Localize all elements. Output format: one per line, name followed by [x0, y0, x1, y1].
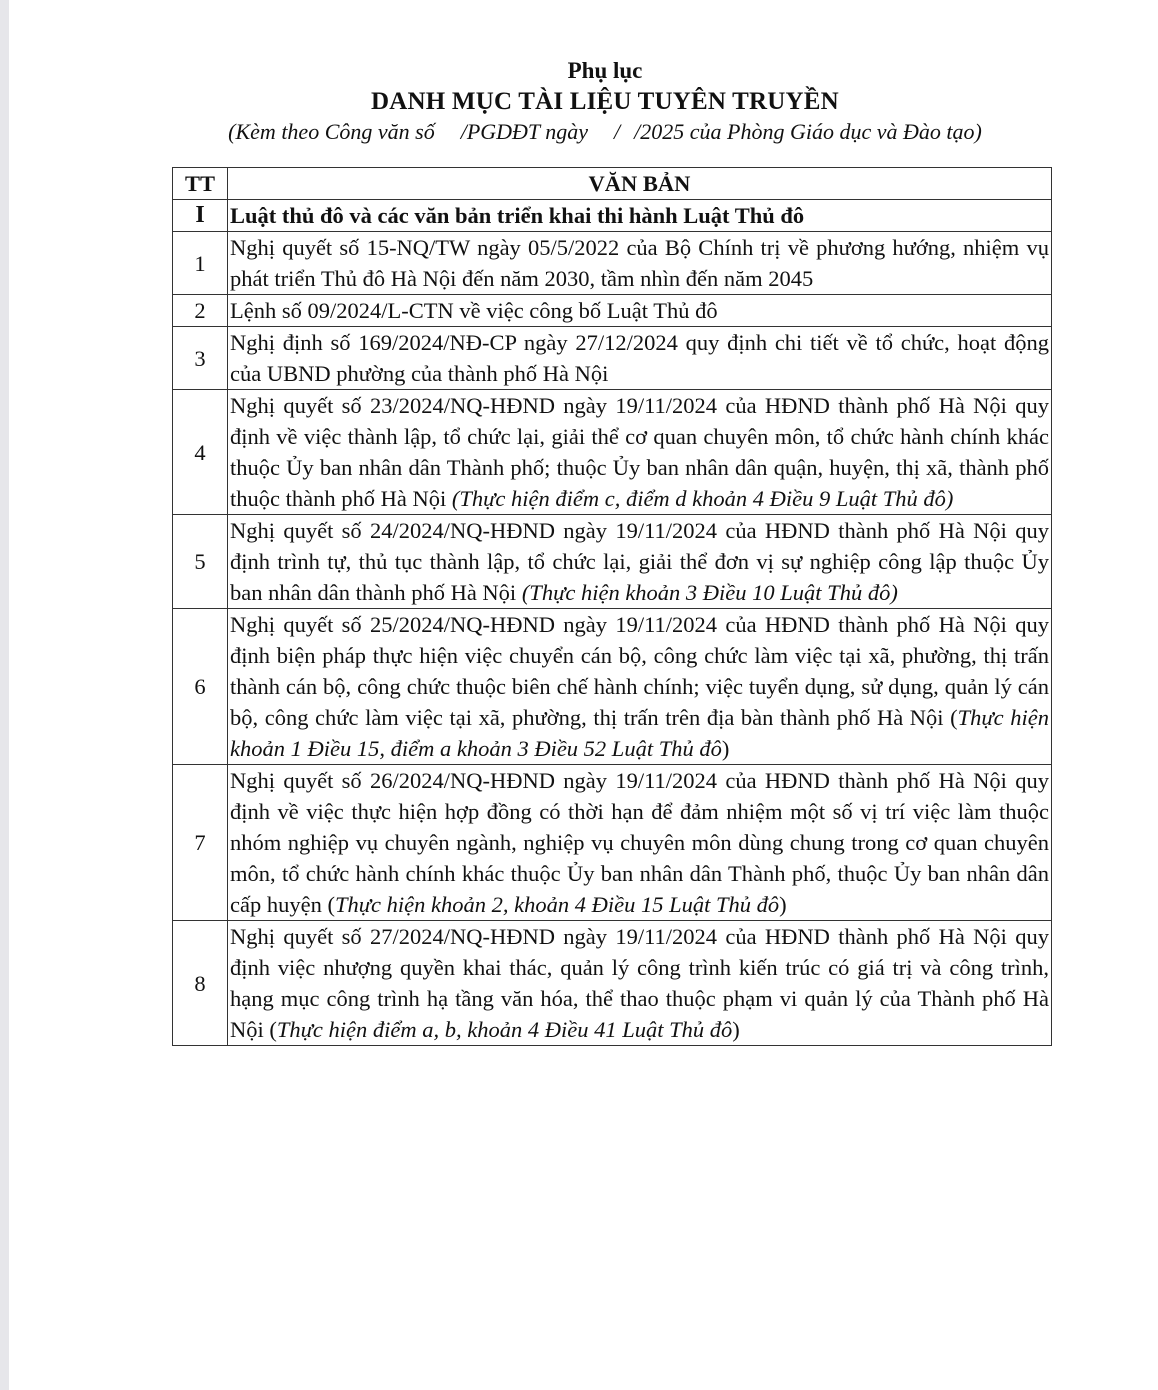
note-prefix: ( — [269, 1017, 277, 1042]
row-document — [228, 921, 1052, 1046]
appendix-label: Phụ lục — [567, 58, 643, 83]
implementation-note: Thực hiện khoản 1 Điều 15, điểm a khoản 3 Điều 52 Luật Thủ đô — [230, 705, 1049, 761]
document-text: Lệnh số 09/2024/L-CTN về việc công bố Luật Thủ đô — [230, 298, 718, 323]
document-text: Nghị quyết số 24/2024/NQ-HĐND ngày 19/11/2024 của HĐND thành phố Hà Nội quy định trình tự, thủ tục thành lập, tổ chức lại, giải thể đơn vị sự nghiệp công lập thuộc Ủy ban nhân dân thành phố Hà Nội — [230, 518, 1049, 605]
document-table — [172, 167, 1052, 1046]
document-text: Nghị quyết số 23/2024/NQ-HĐND ngày 19/11/2024 của HĐND thành phố Hà Nội quy định về việc thành lập, tổ chức lại, giải thể cơ quan chuyên môn, tổ chức hành chính khác thuộc Ủy ban nhân dân Thành phố; thuộc Ủy ban nhân dân quận, huyện, thị xã, thành phố thuộc thành phố Hà Nội — [230, 393, 1049, 511]
ref-part: (Kèm theo Công văn số — [228, 119, 435, 144]
note-suffix: ) — [721, 736, 730, 761]
document-title: DANH MỤC TÀI LIỆU TUYÊN TRUYỀN — [371, 88, 839, 115]
row-number: 3 — [173, 327, 228, 390]
page-edge — [0, 0, 9, 1390]
table-row — [173, 295, 1052, 327]
row-document — [228, 232, 1052, 295]
row-number: 1 — [173, 232, 228, 295]
table-row — [173, 765, 1052, 921]
row-document — [228, 327, 1052, 390]
document-header — [0, 56, 1158, 147]
section-number: I — [173, 200, 228, 232]
table-row — [173, 515, 1052, 609]
ref-part: / — [614, 119, 621, 144]
document-text: Nghị quyết số 26/2024/NQ-HĐND ngày 19/11/2024 của HĐND thành phố Hà Nội quy định về việc thực hiện hợp đồng có thời hạn để đảm nhiệm một số vị trí việc làm thuộc nhóm nghiệp vụ chuyên ngành, nghiệp vụ chuyên môn dùng chung trong cơ quan chuyên môn, tổ chức hành chính khác thuộc Ủy ban nhân dân Thành phố, thuộc Ủy ban nhân dân cấp huyện — [230, 768, 1049, 917]
col-header-tt: TT — [173, 168, 228, 200]
document-reference — [0, 117, 1158, 147]
document-text: Nghị định số 169/2024/NĐ-CP ngày 27/12/2024 quy định chi tiết về tổ chức, hoạt động của UBND phường của thành phố Hà Nội — [230, 330, 1049, 386]
note-suffix: ) — [779, 892, 787, 917]
row-document — [228, 765, 1052, 921]
row-document — [228, 390, 1052, 515]
row-document — [228, 295, 1052, 327]
section-row — [173, 200, 1052, 232]
note-suffix: ) — [732, 1017, 740, 1042]
ref-part: /PGDĐT ngày — [460, 119, 589, 144]
ref-part: /2025 của Phòng Giáo dục và Đào tạo) — [634, 119, 982, 144]
table-row — [173, 327, 1052, 390]
document-text: Nghị quyết số 15-NQ/TW ngày 05/5/2022 của Bộ Chính trị về phương hướng, nhiệm vụ phát triển Thủ đô Hà Nội đến năm 2030, tầm nhìn đến năm 2045 — [230, 235, 1049, 291]
row-number: 8 — [173, 921, 228, 1046]
note-prefix: ( — [327, 892, 335, 917]
table-header-row — [173, 168, 1052, 200]
row-document — [228, 609, 1052, 765]
table-row — [173, 609, 1052, 765]
document-text: Nghị quyết số 25/2024/NQ-HĐND ngày 19/11/2024 của HĐND thành phố Hà Nội quy định biện pháp thực hiện việc chuyển cán bộ, công chức làm việc tại xã, phường, thị trấn thành cán bộ, công chức thuộc biên chế hành chính; việc tuyển dụng, sử dụng, quản lý cán bộ, công chức làm việc tại xã, phường, thị trấn trên địa bàn thành phố Hà Nội — [230, 612, 1049, 730]
row-number: 4 — [173, 390, 228, 515]
implementation-note: Thực hiện điểm a, b, khoản 4 Điều 41 Luật Thủ đô — [276, 1017, 733, 1042]
implementation-note: (Thực hiện điểm c, điểm d khoản 4 Điều 9 Luật Thủ đô) — [451, 486, 954, 511]
row-number: 5 — [173, 515, 228, 609]
table-row — [173, 390, 1052, 515]
document-text: Nghị quyết số 27/2024/NQ-HĐND ngày 19/11/2024 của HĐND thành phố Hà Nội quy định việc nhượng quyền khai thác, quản lý công trình kiến trúc có giá trị và công trình, hạng mục công trình hạ tầng văn hóa, thể thao thuộc phạm vi quản lý của Thành phố Hà Nội — [230, 924, 1049, 1042]
implementation-note: (Thực hiện khoản 3 Điều 10 Luật Thủ đô) — [521, 580, 898, 605]
row-number: 7 — [173, 765, 228, 921]
row-document — [228, 515, 1052, 609]
row-number: 2 — [173, 295, 228, 327]
col-header-document: VĂN BẢN — [228, 168, 1052, 200]
note-prefix: ( — [950, 705, 958, 730]
table-row — [173, 921, 1052, 1046]
section-title: Luật thủ đô và các văn bản triển khai thi hành Luật Thủ đô — [228, 200, 1052, 232]
table-row — [173, 232, 1052, 295]
implementation-note: Thực hiện khoản 2, khoản 4 Điều 15 Luật Thủ đô — [334, 892, 780, 917]
row-number: 6 — [173, 609, 228, 765]
